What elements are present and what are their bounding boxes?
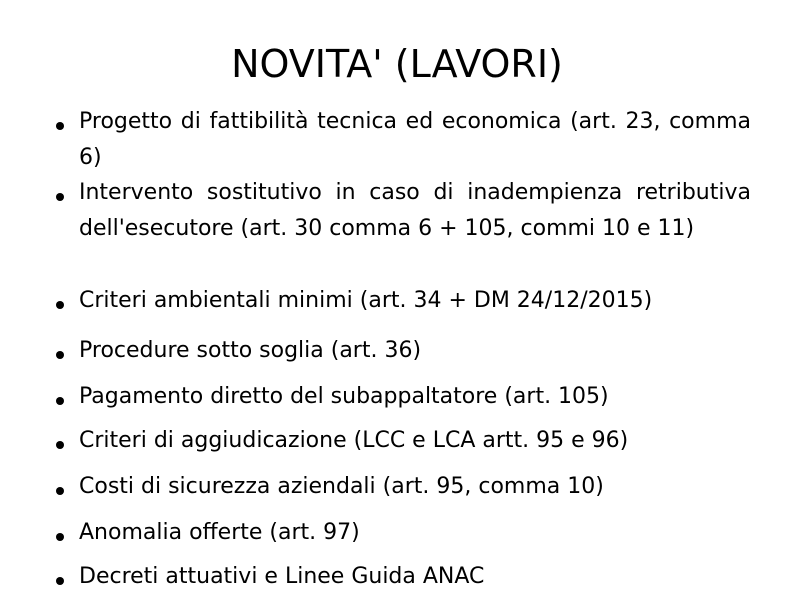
bullet-dot-icon [56, 487, 64, 495]
bullet-text: Intervento sostitutivo in caso di inadempienza retributiva dell'esecutore (art. 30 comma 6 + 105, commi 10 e 11) [79, 180, 751, 241]
bullet-text: Decreti attuativi e Linee Guida ANAC [79, 564, 485, 589]
bullet-dot-icon [56, 533, 64, 541]
slide-title: NOVITA' (LAVORI) [231, 42, 563, 86]
bullet-text: Progetto di fattibilità tecnica ed economica (art. 23, comma 6) [79, 109, 751, 170]
bullet-dot-icon [56, 577, 64, 585]
bullet-dot-icon [56, 301, 64, 309]
bullet-dot-icon [56, 397, 64, 405]
bullet-dot-icon [56, 122, 64, 130]
bullet-dot-icon [56, 351, 64, 359]
bullet-text: Anomalia offerte (art. 97) [79, 520, 360, 545]
bullet-dot-icon [56, 441, 64, 449]
bullet-text: Criteri ambientali minimi (art. 34 + DM 24/12/2015) [79, 288, 653, 313]
bullet-text: Criteri di aggiudicazione (LCC e LCA artt. 95 e 96) [79, 428, 629, 453]
bullet-text: Procedure sotto soglia (art. 36) [79, 338, 422, 363]
bullet-text: Pagamento diretto del subappaltatore (art. 105) [79, 384, 609, 409]
bullet-dot-icon [56, 193, 64, 201]
bullet-text: Costi di sicurezza aziendali (art. 95, comma 10) [79, 474, 604, 499]
